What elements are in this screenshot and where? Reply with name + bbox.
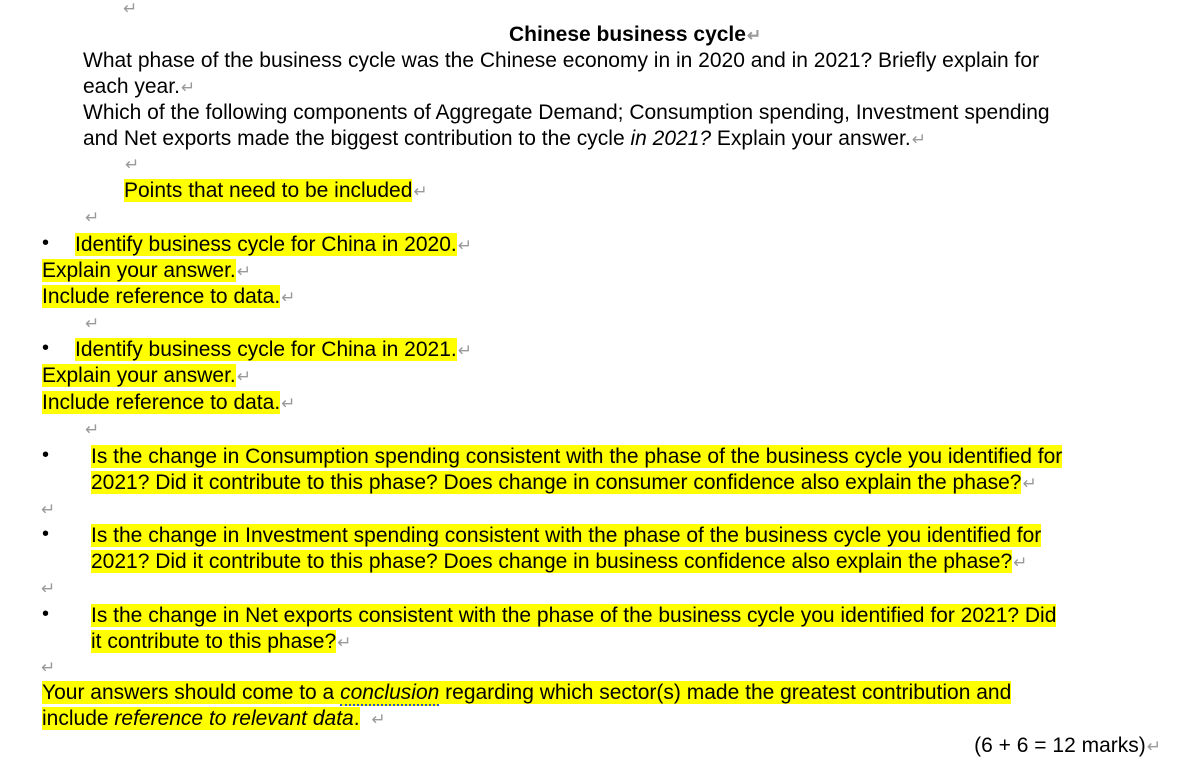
point-text: Include reference to data. <box>42 285 281 308</box>
question-text: Explain your answer. <box>711 127 911 150</box>
paragraph-mark <box>413 182 427 201</box>
bullet-icon: • <box>42 444 50 466</box>
points-header <box>124 178 428 205</box>
point-text: it contribute to this phase? <box>91 630 337 653</box>
question-1-line-1 <box>83 48 1039 74</box>
conclusion-italic-text: reference to relevant data <box>114 707 354 730</box>
point-text: Explain your answer. <box>42 364 236 387</box>
paragraph-mark <box>337 633 351 652</box>
point-text: 2021? Did it contribute to this phase? Does change in business confidence also explain the phase? <box>91 550 1013 573</box>
point-text: Include reference to data. <box>42 391 281 414</box>
point-text: 2021? Did it contribute to this phase? Does change in consumer confidence also explain the phase? <box>91 471 1022 494</box>
point-text: Is the change in Investment spending consistent with the phase of the business cycle you identified for <box>91 524 1042 547</box>
point-5-line-2 <box>91 629 351 656</box>
paragraph-mark <box>458 236 472 255</box>
point-text: Is the change in Consumption spending consistent with the phase of the business cycle you identified for <box>91 445 1063 468</box>
paragraph-mark <box>281 394 295 413</box>
paragraph-mark <box>181 78 195 97</box>
bullet-icon: • <box>42 232 50 254</box>
paragraph-mark <box>371 710 385 729</box>
paragraph-mark <box>1013 553 1027 572</box>
point-3-line-1 <box>91 444 1062 470</box>
question-2-line-1 <box>83 100 1050 126</box>
conclusion-line-2 <box>42 706 386 733</box>
question-2-line-2 <box>83 126 926 153</box>
point-text: Identify business cycle for China in 2020. <box>75 233 457 256</box>
points-header-text: Points that need to be included <box>124 179 413 202</box>
paragraph-mark <box>85 205 99 231</box>
marks-allocation <box>974 733 1161 760</box>
point-4-line-2 <box>91 549 1027 576</box>
paragraph-mark <box>41 655 55 681</box>
point-text: Explain your answer. <box>42 259 236 282</box>
paragraph-mark <box>237 262 251 281</box>
point-2-bullet <box>75 337 472 364</box>
point-text: Is the change in Net exports consistent with the phase of the business cycle you identified for 2021? Did <box>91 604 1057 627</box>
point-4-line-1 <box>91 523 1041 549</box>
question-text: Which of the following components of Aggregate Demand; Consumption spending, Investment spending <box>83 101 1050 124</box>
paragraph-mark <box>123 0 137 22</box>
conclusion-text: come to a <box>242 681 335 704</box>
question-1-line-2 <box>83 74 195 101</box>
paragraph-mark <box>85 417 99 443</box>
paragraph-mark <box>747 26 761 45</box>
question-text: each year. <box>83 75 180 98</box>
point-1-line-2 <box>42 258 251 285</box>
bullet-icon: • <box>42 337 50 359</box>
conclusion-italic-word: conclusion <box>340 681 440 704</box>
paragraph-mark <box>41 576 55 602</box>
question-italic-text: in 2021? <box>630 127 712 150</box>
point-5-line-1 <box>91 603 1056 629</box>
conclusion-text: include <box>42 707 115 730</box>
paragraph-mark <box>281 288 295 307</box>
bullet-icon: • <box>42 523 50 545</box>
page-title <box>509 22 761 49</box>
conclusion-text: regarding which sector(s) made the greatest contribution and <box>439 681 1012 704</box>
marks-text: (6 + 6 = 12 marks) <box>974 734 1146 757</box>
point-2-line-2 <box>42 363 251 390</box>
paragraph-mark <box>237 367 251 386</box>
paragraph-mark <box>1147 737 1161 756</box>
paragraph-mark <box>1022 474 1036 493</box>
paragraph-mark <box>41 497 55 523</box>
point-3-line-2 <box>91 470 1037 497</box>
paragraph-mark <box>125 152 139 178</box>
conclusion-text: Your answers should <box>42 681 243 704</box>
paragraph-mark <box>85 311 99 337</box>
bullet-icon: • <box>42 603 50 625</box>
point-1-bullet <box>75 232 472 259</box>
point-2-line-3 <box>42 390 295 417</box>
question-text: and Net exports made the biggest contribution to the cycle <box>83 127 631 150</box>
paragraph-mark <box>458 341 472 360</box>
conclusion-line-1 <box>42 680 1011 706</box>
question-text: What phase of the business cycle was the Chinese economy in in 2020 and in 2021? Briefly explain for <box>83 49 1040 72</box>
paragraph-mark <box>912 130 926 149</box>
conclusion-text: . <box>353 707 360 730</box>
page-title-text: Chinese business cycle <box>509 23 746 46</box>
point-1-line-3 <box>42 284 295 311</box>
point-text: Identify business cycle for China in 2021. <box>75 338 457 361</box>
